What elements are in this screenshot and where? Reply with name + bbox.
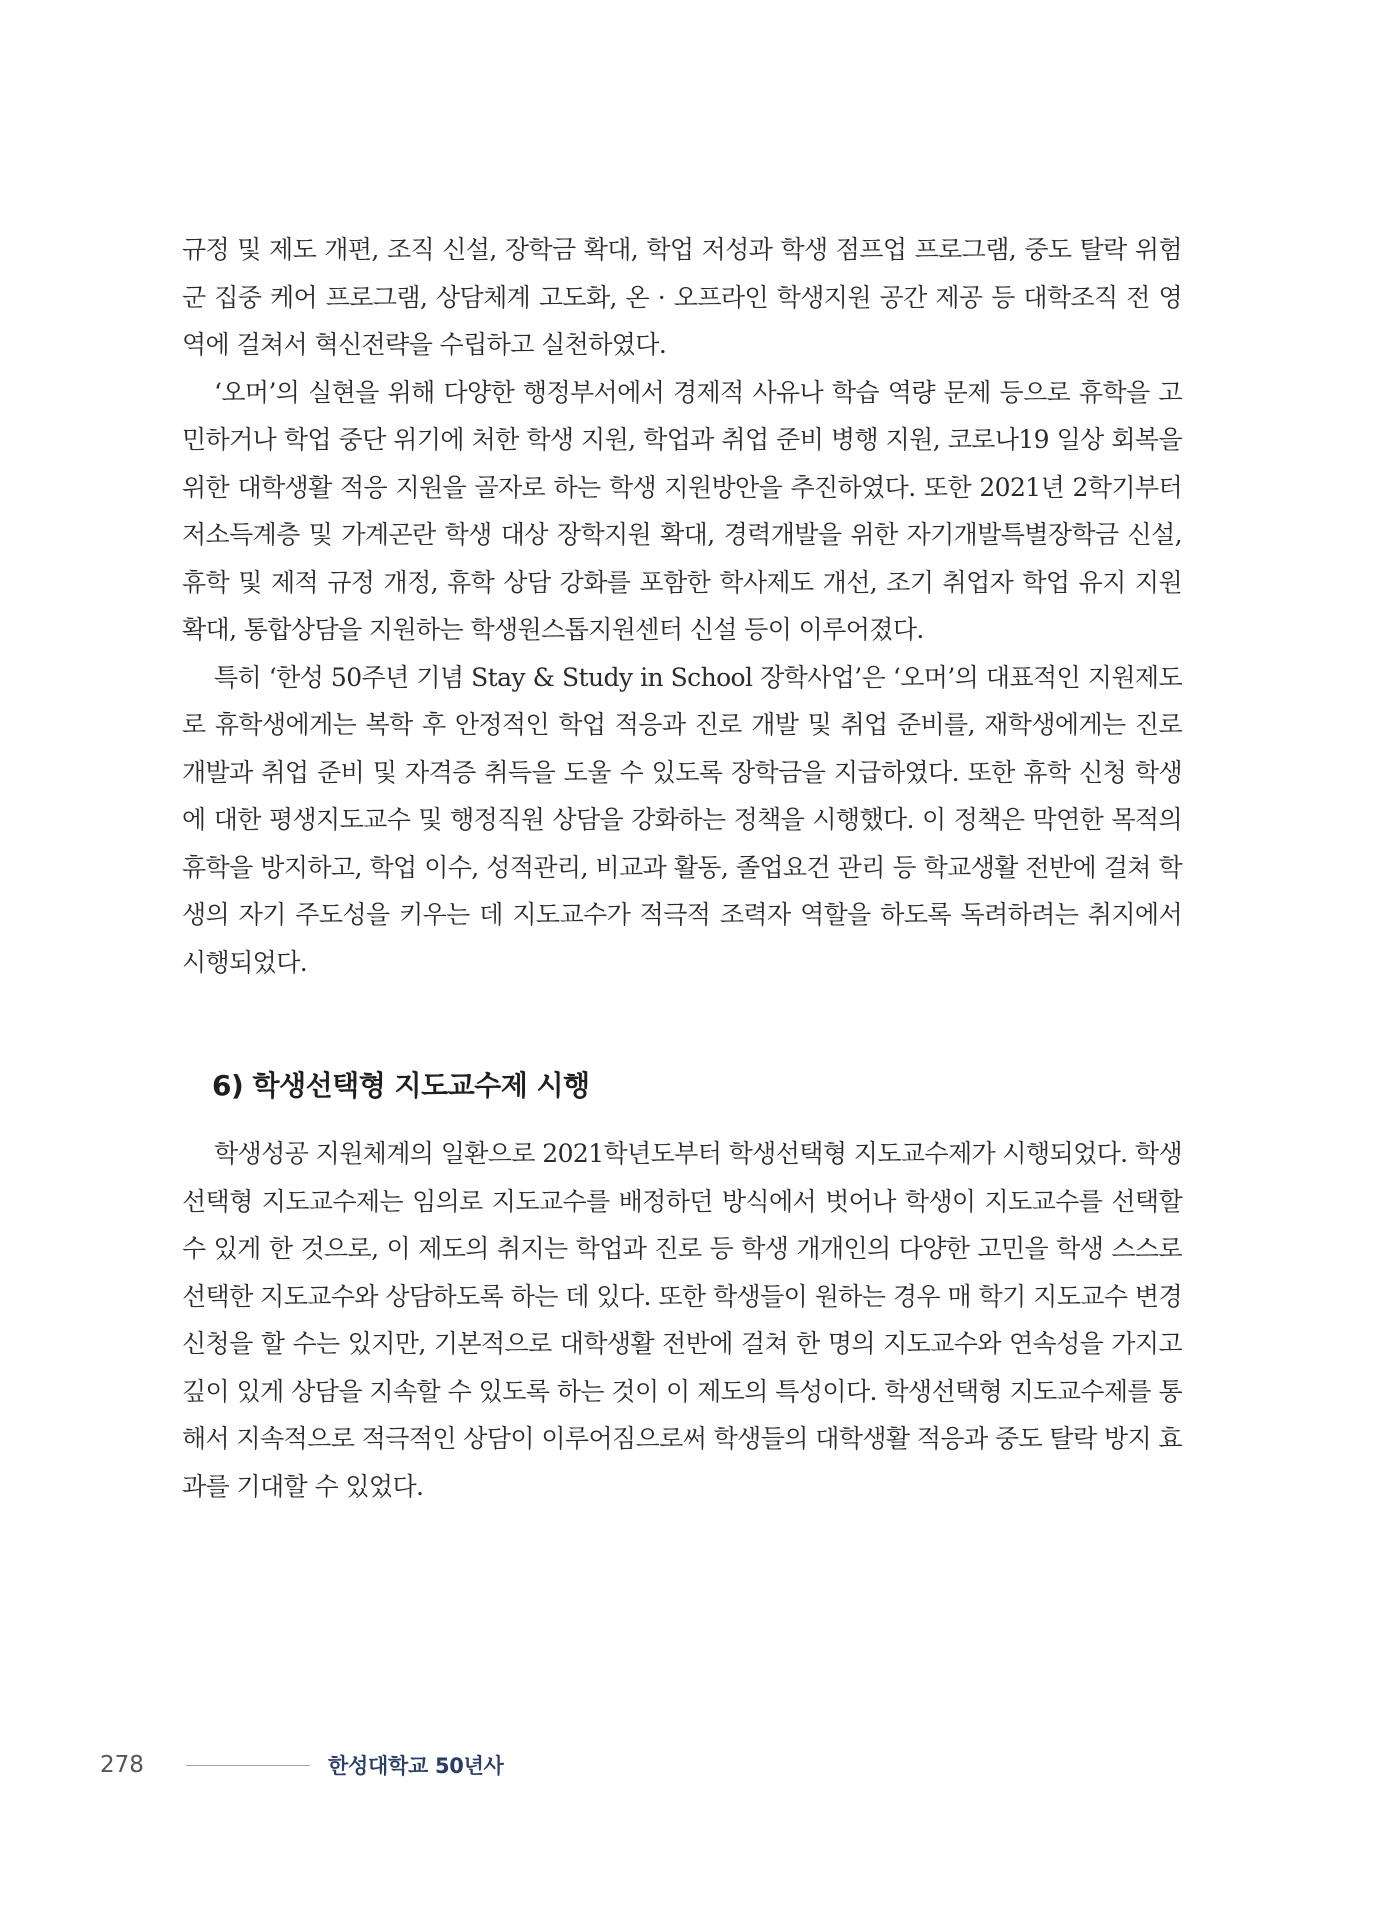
paragraph: 규정 및 제도 개편, 조직 신설, 장학금 확대, 학업 저성과 학생 점프업 프로그램, 중도 탈락 위험군 집중 케어 프로그램, 상담체계 고도화, 온 · 오프라인 학생지원 공간 제공 등 대학조직 전 영역에 걸쳐서 혁신전략을 수립하고 실천하였다. <box>182 235 1182 359</box>
footer-divider <box>186 1765 310 1766</box>
body-text-section <box>182 1130 1182 1510</box>
book-title: 한성대학교 50년사 <box>328 1754 504 1778</box>
page-number: 278 <box>100 1752 144 1778</box>
body-text-top <box>182 226 1182 986</box>
paragraph: 특히 ‘한성 50주년 기념 Stay & Study in School 장학사업’은 ‘오머’의 대표적인 지원제도로 휴학생에게는 복학 후 안정적인 학업 적응과 진로 개발 및 취업 준비를, 재학생에게는 진로 개발과 취업 준비 및 자격증 취득을 도울 수 있도록 장학금을 지급하였다. 또한 휴학 신청 학생에 대한 평생지도교수 및 행정직원 상담을 강화하는 정책을 시행했다. 이 정책은 막연한 목적의 휴학을 방지하고, 학업 이수, 성적관리, 비교과 활동, 졸업요건 관리 등 학교생활 전반에 걸쳐 학생의 자기 주도성을 키우는 데 지도교수가 적극적 조력자 역할을 하도록 독려하려는 취지에서 시행되었다. <box>182 662 1182 977</box>
section-heading: 6) 학생선택형 지도교수제 시행 <box>212 1069 590 1102</box>
paragraph: ‘오머’의 실현을 위해 다양한 행정부서에서 경제적 사유나 학습 역량 문제 등으로 휴학을 고민하거나 학업 중단 위기에 처한 학생 지원, 학업과 취업 준비 병행 지원, 코로나19 일상 회복을 위한 대학생활 적응 지원을 골자로 하는 학생 지원방안을 추진하였다. 또한 2021년 2학기부터 저소득계층 및 가계곤란 학생 대상 장학지원 확대, 경력개발을 위한 자기개발특별장학금 신설, 휴학 및 제적 규정 개정, 휴학 상담 강화를 포함한 학사제도 개선, 조기 취업자 학업 유지 지원 확대, 통합상담을 지원하는 학생원스톱지원센터 신설 등이 이루어졌다. <box>182 377 1182 644</box>
page-footer <box>100 1748 504 1782</box>
paragraph: 학생성공 지원체계의 일환으로 2021학년도부터 학생선택형 지도교수제가 시행되었다. 학생선택형 지도교수제는 임의로 지도교수를 배정하던 방식에서 벗어나 학생이 지도교수를 선택할 수 있게 한 것으로, 이 제도의 취지는 학업과 진로 등 학생 개개인의 다양한 고민을 학생 스스로 선택한 지도교수와 상담하도록 하는 데 있다. 또한 학생들이 원하는 경우 매 학기 지도교수 변경 신청을 할 수는 있지만, 기본적으로 대학생활 전반에 걸쳐 한 명의 지도교수와 연속성을 가지고 깊이 있게 상담을 지속할 수 있도록 하는 것이 이 제도의 특성이다. 학생선택형 지도교수제를 통해서 지속적으로 적극적인 상담이 이루어짐으로써 학생들의 대학생활 적응과 중도 탈락 방지 효과를 기대할 수 있었다. <box>182 1139 1182 1501</box>
